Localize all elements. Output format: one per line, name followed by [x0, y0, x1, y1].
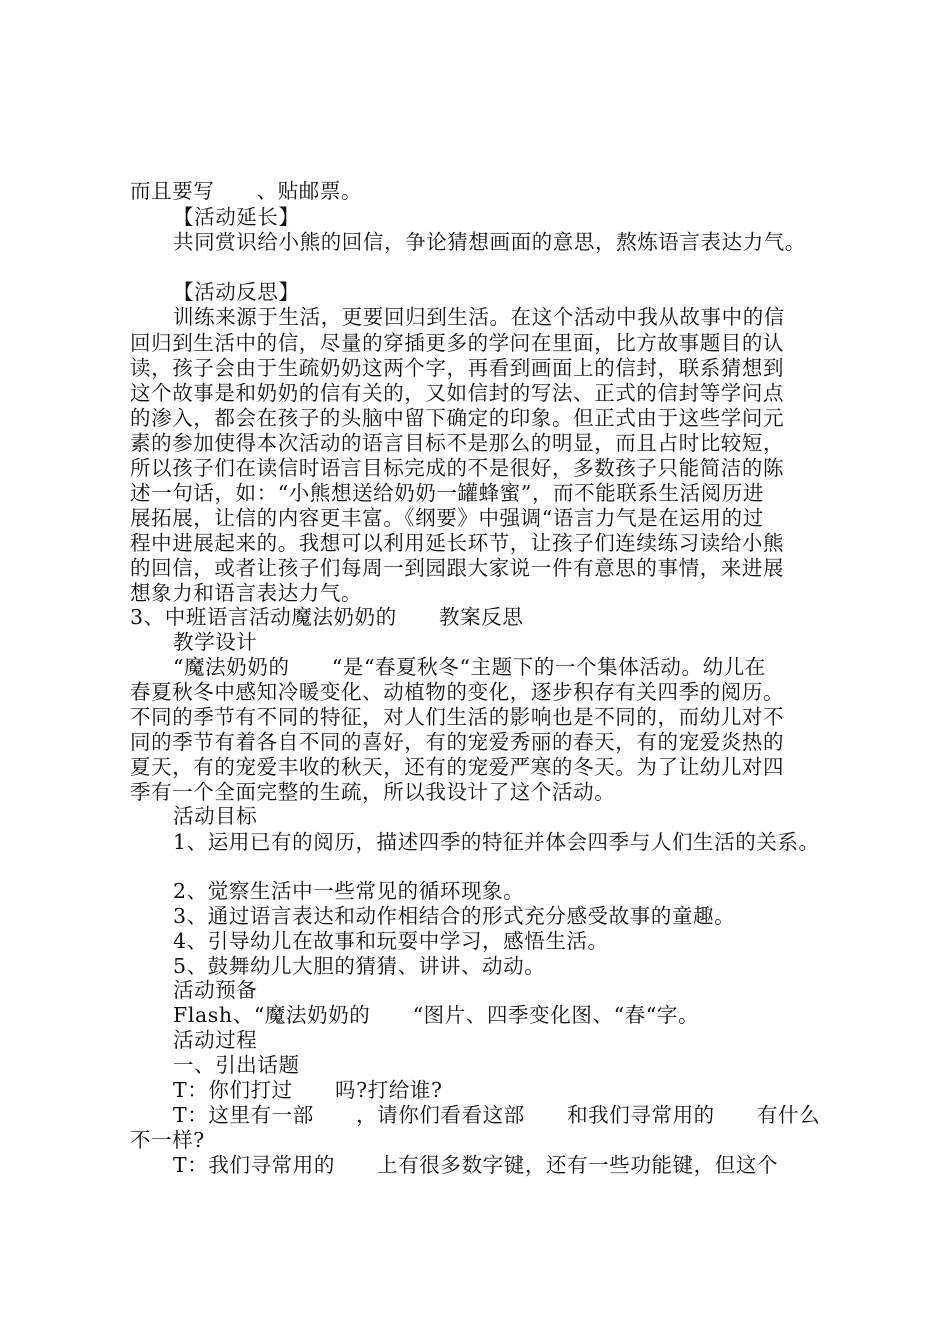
section-heading: 【活动反思】	[173, 280, 300, 304]
list-item: 1、运用已有的阅历，描述四季的特征并体会四季与人们生活的关系。	[173, 830, 820, 854]
text-line: T：你们打过 吗?打给谁?	[173, 1078, 443, 1102]
text-line: 同的季节有着各自不同的喜好，有的宠爱秀丽的春天，有的宠爱炎热的	[130, 730, 785, 754]
text-line: 所以孩子们在读信时语言目标完成的不是很好，多数孩子只能简洁的陈	[130, 456, 785, 480]
text-line: 不一样?	[130, 1128, 205, 1152]
text-line: 想象力和语言表达力气。	[130, 581, 363, 605]
text-line: 而且要写 、贴邮票。	[130, 179, 363, 203]
list-item: 2、觉察生活中一些常见的循环现象。	[173, 879, 525, 903]
text-line: 素的参加使得本次活动的语言目标不是那么的明显，而且占时比较短，	[130, 431, 785, 455]
text-line: 春夏秋冬中感知冷暖变化、动植物的变化，逐步积存有关四季的阅历。	[130, 680, 785, 704]
text-line: 展拓展，让信的内容更丰富。《纲要》中强调“语言力气是在运用的过	[130, 506, 764, 530]
text-line: 季有一个全面完整的生疏，所以我设计了这个活动。	[130, 780, 616, 804]
section-heading: 活动预备	[173, 978, 258, 1002]
section-heading: 教学设计	[173, 630, 258, 654]
list-item: 5、鼓舞幼儿大胆的猜猜、讲讲、动动。	[173, 954, 546, 978]
text-line: 读，孩子会由于生疏奶奶这两个字，再看到画面上的信封，联系猜想到	[130, 356, 785, 380]
text-line: 回归到生活中的信，尽量的穿插更多的学问在里面，比方故事题目的认	[130, 331, 785, 355]
section-heading: 【活动延长】	[173, 205, 300, 229]
text-line: 共同赏识给小熊的回信，争论猜想画面的意思，熬炼语言表达力气。	[173, 230, 806, 254]
list-item: 4、引导幼儿在故事和玩耍中学习，感悟生活。	[173, 929, 609, 953]
list-item: 3、通过语言表达和动作相结合的形式充分感受故事的童趣。	[173, 904, 736, 928]
text-line: T：这里有一部 ，请你们看看这部 和我们寻常用的 有什么	[173, 1103, 821, 1127]
text-line: 这个故事是和奶奶的信有关的，又如信封的写法、正式的信封等学问点	[130, 381, 785, 405]
text-line: 程中进展起来的。我想可以利用延长环节，让孩子们连续练习读给小熊	[130, 531, 785, 555]
text-line: “魔法奶奶的 “是“春夏秋冬“主题下的一个集体活动。幼儿在	[173, 655, 766, 679]
section-heading: 活动过程	[173, 1028, 258, 1052]
text-line: T：我们寻常用的 上有很多数字键，还有一些功能键，但这个	[173, 1153, 779, 1177]
section-heading: 一、引出话题	[173, 1053, 300, 1077]
text-line: 夏天，有的宠爱丰收的秋天，还有的宠爱严寒的冬天。为了让幼儿对四	[130, 755, 785, 779]
section-heading: 活动目标	[173, 804, 258, 828]
text-line: Flash、“魔法奶奶的 “图片、四季变化图、“春“字。	[173, 1003, 700, 1027]
text-line: 的渗入，都会在孩子的头脑中留下确定的印象。但正式由于这些学问元	[130, 406, 785, 430]
text-line: 的回信，或者让孩子们每周一到园跟大家说一件有意思的事情，来进展	[130, 556, 785, 580]
text-line: 训练来源于生活，更要回归到生活。在这个活动中我从故事中的信	[173, 305, 785, 329]
text-line: 述一句话，如：“小熊想送给奶奶一罐蜂蜜”，而不能联系生活阅历进	[130, 481, 765, 505]
section-title: 3、中班语言活动魔法奶奶的 教案反思	[130, 605, 524, 629]
text-line: 不同的季节有不同的特征，对人们生活的影响也是不同的，而幼儿对不	[130, 705, 785, 729]
